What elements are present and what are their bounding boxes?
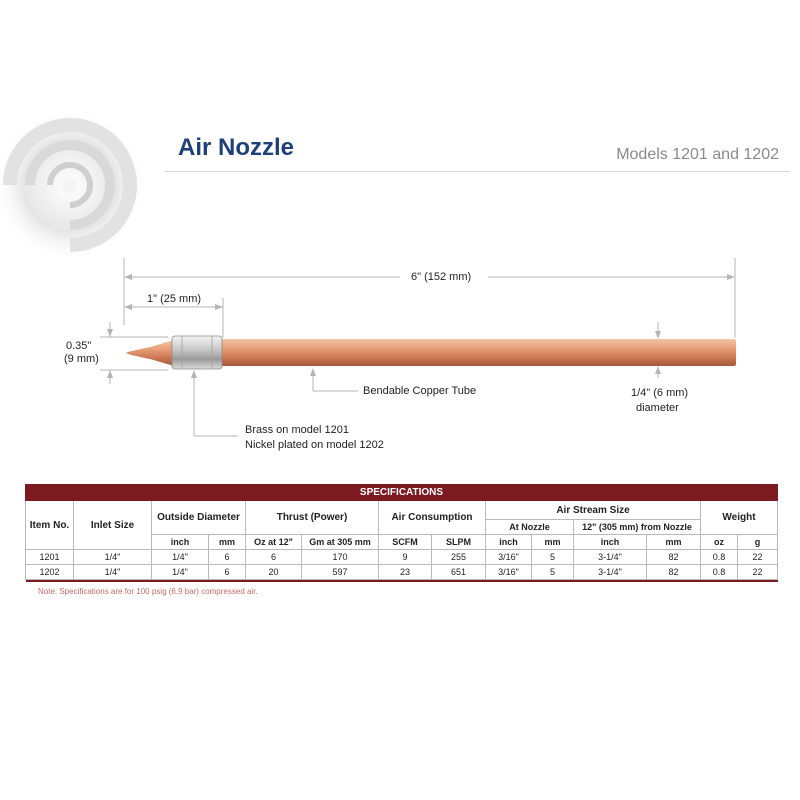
unit-header: Oz at 12": [246, 535, 302, 550]
tip-diameter-mm-label: (9 mm): [64, 353, 99, 365]
unit-header: Gm at 305 mm: [302, 535, 379, 550]
unit-header: mm: [647, 535, 701, 550]
overall-length-label: 6" (152 mm): [411, 271, 472, 283]
specs-note: Note: Specifications are for 100 psig (6.9 bar) compressed air.: [38, 587, 258, 596]
table-cell: 82: [647, 550, 701, 565]
tube-diameter-label: 1/4" (6 mm): [631, 387, 689, 399]
page-subtitle: Models 1201 and 1202: [616, 146, 779, 163]
nozzle-diagram: [0, 240, 800, 460]
unit-header: inch: [152, 535, 209, 550]
col-thrust: Thrust (Power): [246, 501, 379, 535]
unit-header: g: [738, 535, 778, 550]
table-bottom-rule: [26, 580, 778, 583]
col-at-nozzle: At Nozzle: [486, 520, 574, 535]
unit-header: inch: [574, 535, 647, 550]
col-item-no: Item No.: [26, 501, 74, 550]
table-row: [26, 550, 778, 565]
col-weight: Weight: [701, 501, 778, 535]
table-cell: 6: [209, 550, 246, 565]
tip-diameter-in-label: 0.35": [66, 340, 92, 352]
table-cell: 3-1/4": [574, 565, 647, 580]
specifications-table: [25, 484, 778, 582]
table-cell: 170: [302, 550, 379, 565]
unit-header: oz: [701, 535, 738, 550]
fitting-label-1202: Nickel plated on model 1202: [245, 439, 384, 451]
page-title: Air Nozzle: [178, 134, 295, 161]
tip-length-label: 1" (25 mm): [147, 293, 202, 305]
table-cell: 597: [302, 565, 379, 580]
unit-header: mm: [532, 535, 574, 550]
title-divider: [165, 171, 790, 172]
table-cell: 3/16": [486, 550, 532, 565]
table-cell: 5: [532, 550, 574, 565]
col-air-stream-size: Air Stream Size: [486, 501, 701, 520]
table-cell: 22: [738, 565, 778, 580]
table-cell: 1/4": [152, 565, 209, 580]
table-cell: 9: [379, 550, 432, 565]
col-air-consumption: Air Consumption: [379, 501, 486, 535]
table-cell: 6: [246, 550, 302, 565]
specs-title: SPECIFICATIONS: [26, 485, 778, 501]
table-cell: 5: [532, 565, 574, 580]
unit-header: mm: [209, 535, 246, 550]
tube-label: Bendable Copper Tube: [363, 385, 477, 397]
unit-header: SLPM: [432, 535, 486, 550]
table-cell: 1/4": [152, 550, 209, 565]
table-cell: 82: [647, 565, 701, 580]
unit-header: inch: [486, 535, 532, 550]
table-row: [26, 565, 778, 580]
table-cell: 6: [209, 565, 246, 580]
table-cell: 22: [738, 550, 778, 565]
table-cell: 1/4": [74, 550, 152, 565]
table-cell: 1202: [26, 565, 74, 580]
table-cell: 1201: [26, 550, 74, 565]
table-cell: 0.8: [701, 565, 738, 580]
col-outside-diameter: Outside Diameter: [152, 501, 246, 535]
fitting-label-1201: Brass on model 1201: [245, 424, 349, 436]
col-from-nozzle: 12" (305 mm) from Nozzle: [574, 520, 701, 535]
table-cell: 255: [432, 550, 486, 565]
table-cell: 3/16": [486, 565, 532, 580]
table-cell: 1/4": [74, 565, 152, 580]
col-inlet-size: Inlet Size: [74, 501, 152, 550]
table-cell: 651: [432, 565, 486, 580]
unit-header: SCFM: [379, 535, 432, 550]
tube-diameter-label-2: diameter: [636, 402, 679, 414]
table-cell: 23: [379, 565, 432, 580]
table-cell: 0.8: [701, 550, 738, 565]
table-cell: 3-1/4": [574, 550, 647, 565]
table-cell: 20: [246, 565, 302, 580]
nozzle-drawing: [0, 240, 800, 460]
